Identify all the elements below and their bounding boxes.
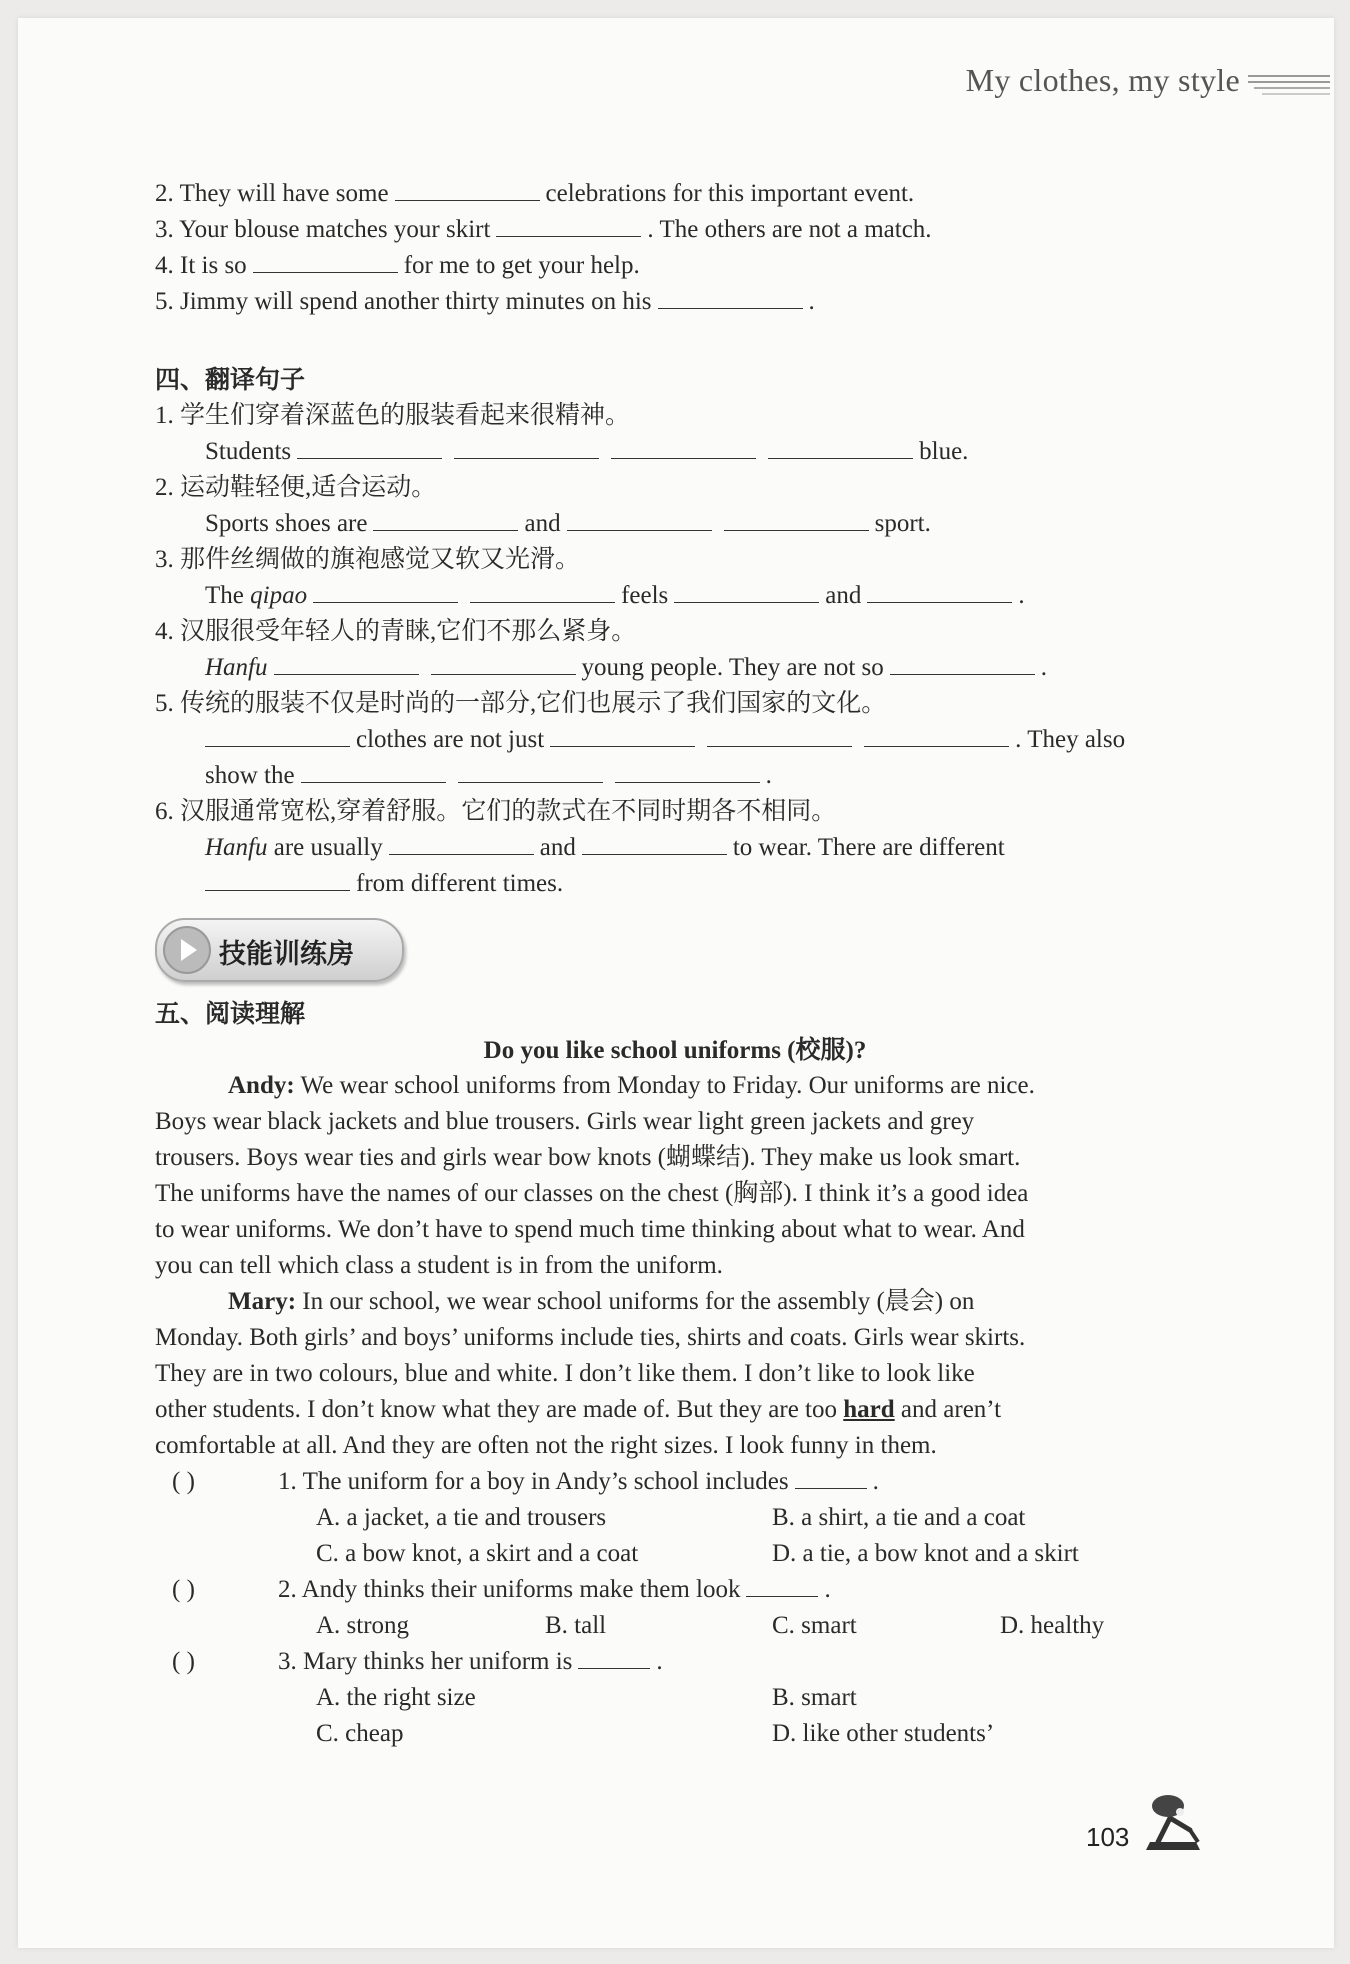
option: C. cheap [316,1720,404,1747]
option: A. a jacket, a tie and trousers [316,1504,607,1531]
reading-line: comfortable at all. And they are often not the right sizes. I look funny in them. [155,1432,937,1459]
translation-cn: 5. 传统的服装不仅是时尚的一部分,它们也展示了我们国家的文化。 [155,690,887,717]
reading-line: Andy: We wear school uniforms from Monday to Friday. Our uniforms are nice. [228,1072,1035,1099]
option: C. smart [772,1612,857,1639]
translation-en: clothes are not just . They also [205,722,1125,758]
translation-cn: 2. 运动鞋轻便,适合运动。 [155,474,437,501]
exercise-item: 3. Your blouse matches your skirt . The others are not a match. [155,216,932,243]
option: B. a shirt, a tie and a coat [772,1504,1026,1531]
translation-cn: 3. 那件丝绸做的旗袍感觉又软又光滑。 [155,546,581,573]
translation-en: The qipao feels and . [205,582,1025,609]
reading-line: trousers. Boys wear ties and girls wear bow knots (蝴蝶结). They make us look smart. [155,1144,1021,1171]
exercise-item: 4. It is so for me to get your help. [155,252,640,279]
section-banner-skills: 技能训练房 [155,918,404,982]
option: B. smart [772,1684,857,1711]
section-heading-translation: 四、翻译句子 [155,365,306,394]
option: A. the right size [316,1684,476,1711]
answer-paren: ( ) [172,1648,195,1675]
option: C. a bow knot, a skirt and a coat [316,1540,639,1567]
answer-paren: ( ) [172,1576,195,1603]
exercise-item: 5. Jimmy will spend another thirty minutes on his . [155,288,815,315]
page-number: 103 [1086,1822,1130,1852]
reading-line: Mary: In our school, we wear school uniforms for the assembly (晨会) on [228,1288,975,1315]
answer-paren: ( ) [172,1468,195,1495]
section-heading-reading: 五、阅读理解 [155,999,306,1028]
reading-line: The uniforms have the names of our classes on the chest (胸部). I think it’s a good idea [155,1180,1029,1207]
translation-cn: 1. 学生们穿着深蓝色的服装看起来很精神。 [155,402,631,429]
play-icon [163,926,211,974]
option: D. like other students’ [772,1720,995,1747]
reading-title: Do you like school uniforms (校服)? [483,1037,867,1064]
exercise-item: 2. They will have some celebrations for this important event. [155,180,915,207]
desk-lamp-icon [1140,1790,1210,1854]
translation-en: Students blue. [205,438,969,465]
option: D. a tie, a bow knot and a skirt [772,1540,1079,1567]
reading-line: Boys wear black jackets and blue trousers. Girls wear light green jackets and grey [155,1108,975,1135]
reading-line: They are in two colours, blue and white. I don’t like them. I don’t like to look like [155,1360,975,1387]
option: B. tall [545,1612,607,1639]
translation-en: Hanfu young people. They are not so . [205,654,1047,681]
reading-line: you can tell which class a student is in from the uniform. [155,1252,723,1279]
option: A. strong [316,1612,410,1639]
header-decoration-lines [1248,70,1330,100]
translation-cn: 6. 汉服通常宽松,穿着舒服。它们的款式在不同时期各不相同。 [155,798,837,825]
question-stem: 2. Andy thinks their uniforms make them look . [278,1576,831,1603]
page-header-title: My clothes, my style [965,62,1240,98]
bold-word-hard: hard [843,1396,895,1423]
translation-en: from different times. [205,866,563,902]
translation-cn: 4. 汉服很受年轻人的青睐,它们不那么紧身。 [155,618,637,645]
translation-en: show the . [205,762,772,789]
reading-line: Monday. Both girls’ and boys’ uniforms include ties, shirts and coats. Girls wear skirts. [155,1324,1026,1351]
question-stem: 3. Mary thinks her uniform is . [278,1648,663,1675]
reading-line: other students. I don’t know what they are made of. But they are too hard and aren’t [155,1396,1002,1423]
reading-line: to wear uniforms. We don’t have to spend much time thinking about what to wear. And [155,1216,1025,1243]
question-stem: 1. The uniform for a boy in Andy’s school includes . [278,1468,879,1495]
translation-en: Hanfu are usually and to wear. There are different [205,834,1005,861]
option: D. healthy [1000,1612,1105,1639]
translation-en: Sports shoes are and sport. [205,510,931,537]
